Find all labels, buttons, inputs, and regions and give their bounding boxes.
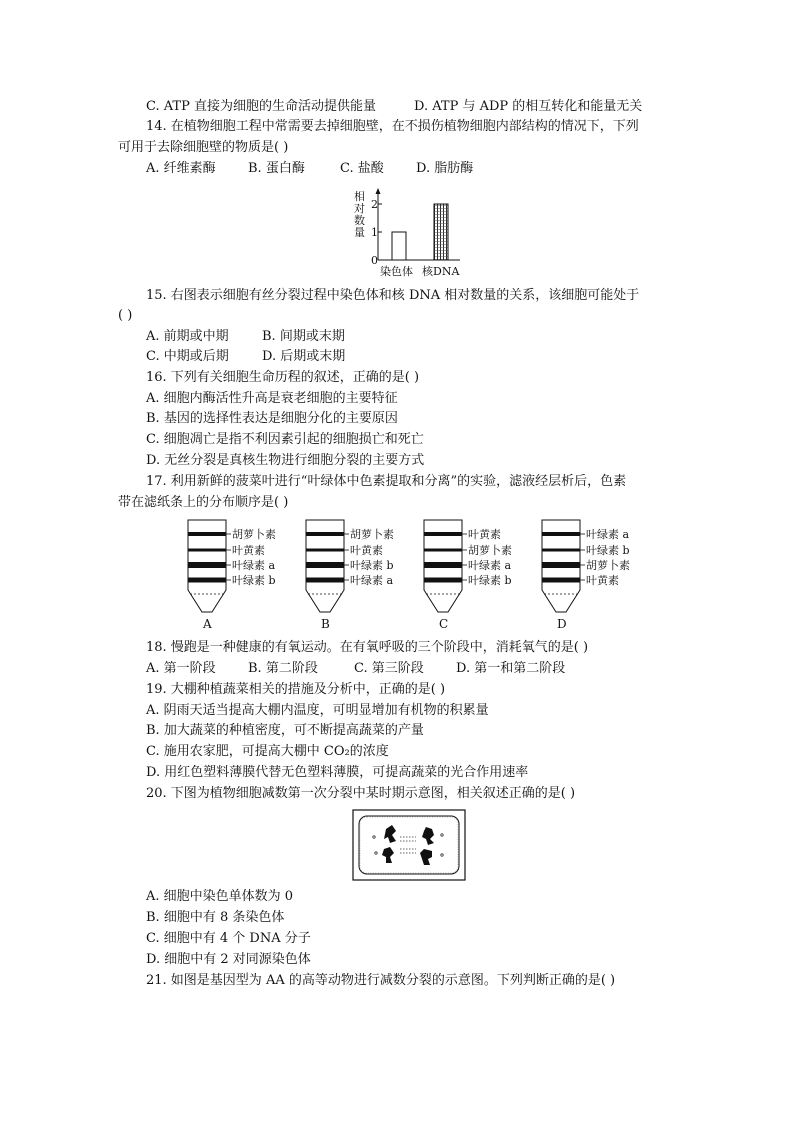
bar-chart-ylabel-char: 量	[354, 226, 365, 239]
q18-option-c: C. 第三阶段	[354, 661, 424, 676]
pigment-band	[542, 578, 580, 583]
bar-chart-ytick-0: 0	[371, 254, 378, 267]
q20-option-b: B. 细胞中有 8 条染色体	[146, 910, 285, 925]
meiosis-cell-diagram	[352, 809, 466, 881]
pigment-band	[542, 549, 580, 552]
q18-option-b: B. 第二阶段	[248, 661, 318, 676]
bar-chart-ylabel	[354, 189, 365, 239]
q19-option-b: B. 加大蔬菜的种植密度，可不断提高蔬菜的产量	[146, 723, 424, 738]
chromosome-dna-bar-chart	[340, 186, 480, 278]
pigment-label: 叶绿素 a	[350, 574, 394, 587]
pigment-label: 胡萝卜素	[232, 528, 276, 541]
q15-option-d: D. 后期或末期	[262, 349, 346, 364]
pigment-label: 叶绿素 a	[586, 528, 630, 541]
chromatography-tubes-figure	[180, 518, 680, 634]
pigment-label: 叶绿素 b	[586, 544, 630, 557]
pigment-band	[424, 562, 462, 568]
q16-stem: 16. 下列有关细胞生命历程的叙述，正确的是( )	[146, 370, 420, 385]
bar-chart-ylabel-char: 相	[354, 190, 365, 203]
q13-option-c: C. ATP 直接为细胞的生命活动提供能量	[146, 99, 376, 114]
pigment-band	[542, 532, 580, 536]
pigment-band	[188, 562, 226, 568]
tube-letter: C	[439, 617, 449, 631]
q14-option-c: C. 盐酸	[340, 161, 384, 176]
pigment-label: 叶绿素 b	[232, 574, 276, 587]
q16-option-c: C. 细胞凋亡是指不利因素引起的细胞损亡和死亡	[146, 432, 424, 447]
q20-option-d: D. 细胞中有 2 对同源染色体	[146, 952, 311, 967]
pigment-band	[424, 549, 462, 552]
q15-option-a: A. 前期或中期	[146, 329, 229, 344]
pigment-band	[306, 562, 344, 568]
pigment-label: 叶黄素	[232, 544, 265, 557]
pigment-label: 叶绿素 a	[232, 559, 276, 572]
q16-option-a: A. 细胞内酶活性升高是衰老细胞的主要特征	[146, 391, 398, 406]
pigment-label: 胡萝卜素	[468, 544, 512, 557]
pigment-band	[188, 532, 226, 536]
q15-stem: 15. 右图表示细胞有丝分裂过程中染色体和核 DNA 相对数量的关系，该细胞可能处于	[146, 288, 640, 303]
bar-chart-ylabel-char: 数	[354, 214, 365, 227]
pigment-label: 叶绿素 b	[350, 559, 394, 572]
q20-option-a: A. 细胞中染色单体数为 0	[146, 889, 294, 904]
q20-option-c: C. 细胞中有 4 个 DNA 分子	[146, 931, 311, 946]
tube-a	[188, 520, 276, 631]
tube-c	[424, 520, 512, 631]
tube-letter: D	[557, 617, 567, 631]
pigment-band	[542, 562, 580, 568]
q14-option-a: A. 纤维素酶	[146, 161, 216, 176]
pigment-band	[188, 578, 226, 583]
q15-stem-cont: ( )	[118, 308, 133, 323]
q18-stem: 18. 慢跑是一种健康的有氧运动。在有氧呼吸的三个阶段中，消耗氧气的是( )	[146, 640, 589, 655]
q14-stem-cont: 可用于去除细胞壁的物质是( )	[118, 140, 289, 155]
pigment-label: 胡萝卜素	[350, 528, 394, 541]
bar-chart-category-chromosome: 染色体	[380, 265, 413, 278]
bar-nuclear-dna	[434, 204, 448, 260]
bar-chart-ytick-2: 2	[371, 198, 378, 211]
pigment-label: 叶黄素	[468, 528, 501, 541]
q18-option-a: A. 第一阶段	[146, 661, 216, 676]
q19-option-d: D. 用红色塑料薄膜代替无色塑料薄膜，可提高蔬菜的光合作用速率	[146, 765, 529, 780]
q19-option-a: A. 阴雨天适当提高大棚内温度，可明显增加有机物的积累量	[146, 703, 489, 718]
q15-option-b: B. 间期或末期	[262, 329, 345, 344]
pigment-band	[188, 549, 226, 552]
pigment-band	[424, 578, 462, 583]
q19-option-c: C. 施用农家肥，可提高大棚中 CO₂的浓度	[146, 744, 389, 759]
q17-stem-cont: 带在滤纸条上的分布顺序是( )	[118, 495, 289, 510]
q20-stem: 20. 下图为植物细胞减数第一次分裂中某时期示意图，相关叙述正确的是( )	[146, 786, 576, 801]
pigment-label: 叶绿素 b	[468, 574, 512, 587]
pigment-band	[424, 532, 462, 536]
pigment-label: 胡萝卜素	[586, 559, 630, 572]
bar-chart-category-dna: 核DNA	[422, 265, 460, 278]
bar-chromosome	[392, 232, 406, 260]
tube-d	[542, 520, 630, 631]
q18-option-d: D. 第一和第二阶段	[456, 661, 566, 676]
q14-stem: 14. 在植物细胞工程中常需要去掉细胞壁，在不损伤植物细胞内部结构的情况下，下列	[146, 119, 639, 134]
pigment-band	[306, 532, 344, 536]
tube-letter: A	[203, 617, 212, 631]
q16-option-d: D. 无丝分裂是真核生物进行细胞分裂的主要方式	[146, 453, 425, 468]
pigment-band	[306, 549, 344, 552]
bar-chart-ylabel-char: 对	[354, 202, 365, 215]
pigment-label: 叶绿素 a	[468, 559, 512, 572]
q21-stem: 21. 如图是基因型为 AA 的高等动物进行减数分裂的示意图。下列判断正确的是( )	[146, 973, 616, 988]
tube-b	[306, 520, 394, 631]
q19-stem: 19. 大棚种植蔬菜相关的措施及分析中，正确的是( )	[146, 682, 446, 697]
q17-stem: 17. 利用新鲜的菠菜叶进行“叶绿体中色素提取和分离”的实验，滤液经层析后，色素	[146, 474, 627, 489]
pigment-label: 叶黄素	[350, 544, 383, 557]
q13-option-d: D. ATP 与 ADP 的相互转化和能量无关	[414, 99, 643, 114]
q16-option-b: B. 基因的选择性表达是细胞分化的主要原因	[146, 411, 398, 426]
q15-option-c: C. 中期或后期	[146, 349, 229, 364]
pigment-label: 叶黄素	[586, 574, 619, 587]
pigment-band	[306, 578, 344, 583]
bar-chart-ytick-1: 1	[371, 226, 378, 239]
tube-letter: B	[321, 617, 330, 631]
q14-option-b: B. 蛋白酶	[248, 161, 305, 176]
q14-option-d: D. 脂肪酶	[416, 161, 474, 176]
